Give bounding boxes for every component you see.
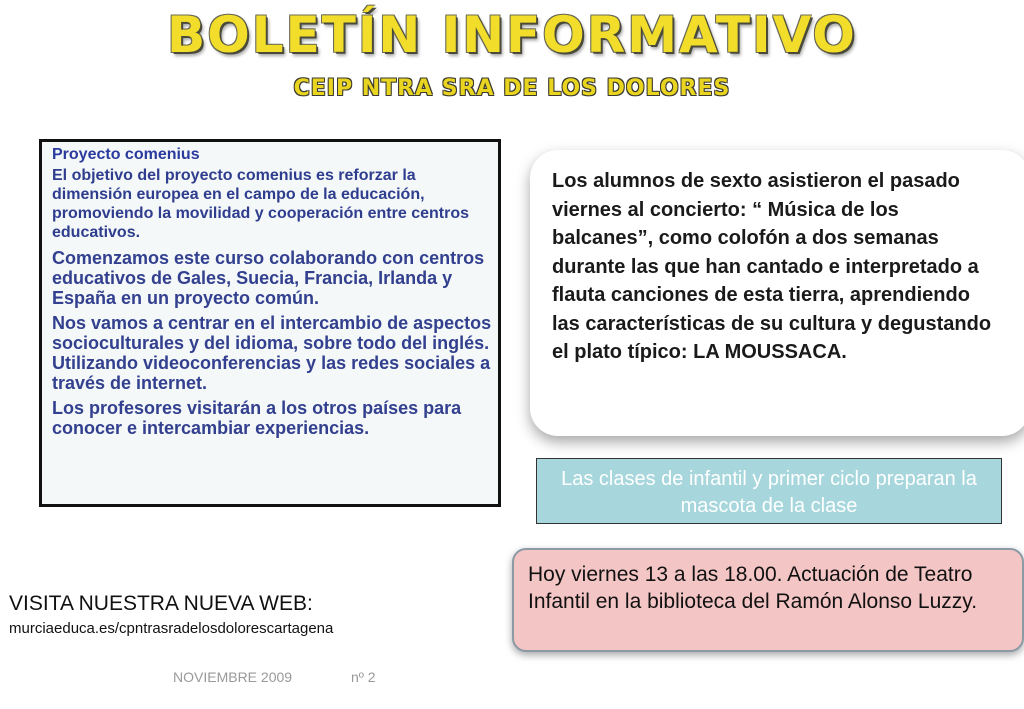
- concert-news-box: [530, 150, 1024, 436]
- comenius-paragraph-exchange: Nos vamos a centrar en el intercambio de aspectos socioculturales y del idioma, sobre todo del inglés. Utilizando videoconferencias y las redes sociales a través de internet.: [52, 313, 492, 393]
- theater-announcement-text: Hoy viernes 13 a las 18.00. Actuación de Teatro Infantil en la biblioteca del Ramón Alonso Luzzy.: [528, 563, 978, 613]
- theater-announcement-box: [512, 548, 1024, 652]
- web-url-link[interactable]: murciaeduca.es/cpntrasradelosdolorescartagena: [9, 620, 334, 637]
- issue-number: nº 2: [351, 669, 376, 685]
- web-visit-label: VISITA NUESTRA NUEVA WEB:: [9, 592, 313, 615]
- concert-news-text: Los alumnos de sexto asistieron el pasado viernes al concierto: “ Música de los balcanes”, como colofón a dos semanas durante las que han cantado e interpretado a flauta canciones de esta tierra, aprendiendo las características de su cultura y degustando el plato típico: LA MOUSSACA.: [552, 170, 992, 363]
- comenius-project-box: [39, 139, 501, 507]
- issue-date: NOVIEMBRE 2009: [173, 669, 293, 685]
- comenius-paragraph-partners: Comenzamos este curso colaborando con centros educativos de Gales, Suecia, Francia, Irlanda y España en un proyecto común.: [52, 248, 485, 308]
- school-name: CEIP NTRA SRA DE LOS DOLORES: [293, 76, 731, 101]
- infantil-news-box: Las clases de infantil y primer ciclo preparan la mascota de la clase: [536, 458, 1002, 524]
- bulletin-title: BOLETÍN INFORMATIVO: [167, 6, 857, 64]
- comenius-paragraph-objective: El objetivo del proyecto comenius es reforzar la dimensión europea en el campo de la educación, promoviendo la movilidad y cooperación entre centros educativos.: [52, 167, 469, 241]
- comenius-paragraph-teachers: Los profesores visitarán a los otros países para conocer e intercambiar experiencias.: [52, 398, 462, 438]
- comenius-heading: Proyecto comenius: [52, 146, 200, 163]
